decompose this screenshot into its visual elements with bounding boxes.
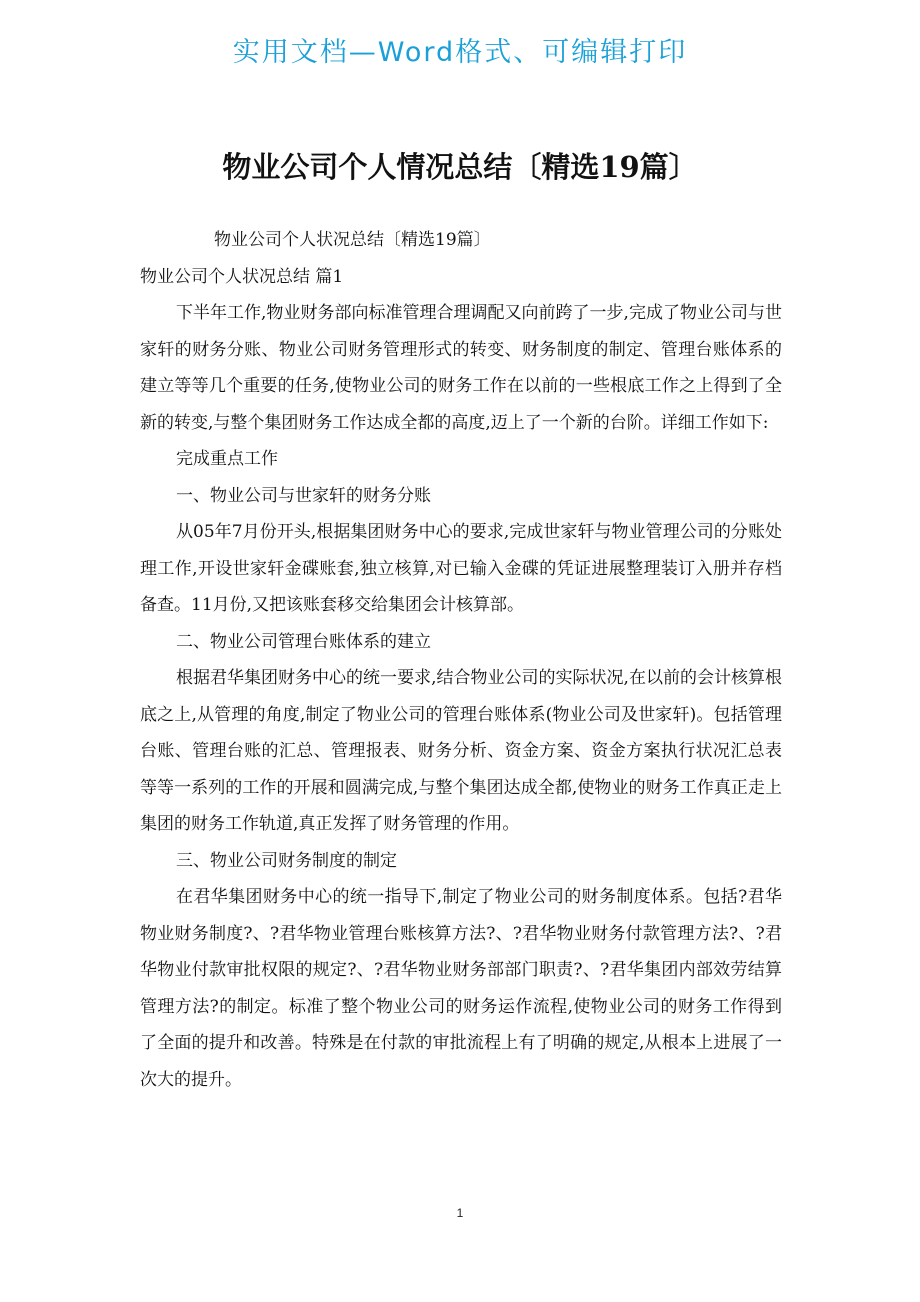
document-title: 物业公司个人情况总结〔精选19篇〕 [222, 150, 698, 184]
paragraph-item-3-body: 在君华集团财务中心的统一指导下,制定了物业公司的财务制度体系。包括?君华物业财务制度?、?君华物业管理台账核算方法?、?君华物业财务付款管理方法?、?君华物业付款审批权限的规定?、?君华物业财务部部门职责?、?君华集团内部效劳结算管理方法?的制定。标准了整个物业公司的财务运作流程,使物业公司的财务工作得到了全面的提升和改善。特殊是在付款的审批流程上有了明确的规定,从根本上进展了一次大的提升。 [140, 887, 782, 1090]
document-banner: 实用文档—Word格式、可编辑打印 [232, 37, 688, 68]
document-body [140, 222, 782, 1098]
document-subtitle: 物业公司个人状况总结〔精选19篇〕 [214, 230, 491, 250]
section-heading: 物业公司个人状况总结 篇1 [140, 266, 344, 287]
paragraph-intro: 下半年工作,物业财务部向标准管理合理调配又向前跨了一步,完成了物业公司与世家轩的财务分账、物业公司财务管理形式的转变、财务制度的制定、管理台账体系的建立等等几个重要的任务,使物业公司的财务工作在以前的一些根底工作之上得到了全新的转变,与整个集团财务工作达成全都的高度,迈上了一个新的台阶。详细工作如下: [140, 303, 782, 433]
paragraph-item-2-body: 根据君华集团财务中心的统一要求,结合物业公司的实际状况,在以前的会计核算根底之上,从管理的角度,制定了物业公司的管理台账体系(物业公司及世家轩)。包括管理台账、管理台账的汇总、管理报表、财务分析、资金方案、资金方案执行状况汇总表等等一系列的工作的开展和圆满完成,与整个集团达成全都,使物业的财务工作真正走上集团的财务工作轨道,真正发挥了财务管理的作用。 [140, 668, 782, 834]
paragraph-item-1-body: 从05年7月份开头,根据集团财务中心的要求,完成世家轩与物业管理公司的分账处理工作,开设世家轩金碟账套,独立核算,对已输入金碟的凭证进展整理装订入册并存档备查。11月份,又把该账套移交给集团会计核算部。 [140, 522, 782, 615]
paragraph-item-3-heading: 三、物业公司财务制度的制定 [176, 850, 397, 871]
paragraph-key-work-heading: 完成重点工作 [176, 449, 278, 469]
paragraph-item-1-heading: 一、物业公司与世家轩的财务分账 [176, 485, 431, 506]
paragraph-item-2-heading: 二、物业公司管理台账体系的建立 [176, 631, 431, 652]
page-number: 1 [456, 1206, 464, 1220]
